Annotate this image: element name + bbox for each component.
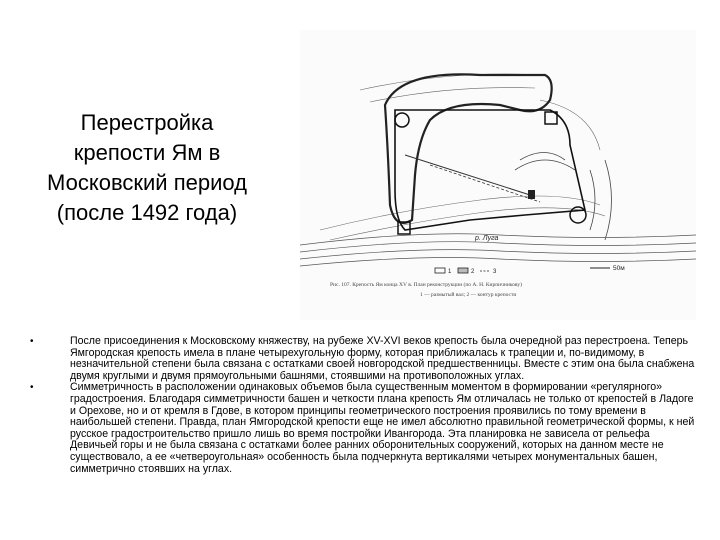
legend-swatch-1 <box>435 268 445 273</box>
figure-caption: Рис. 107. Крепость Ям конца XV в. План реконструкции (по А. Н. Кирпичникову) <box>330 282 522 288</box>
legend-label-2: 2 <box>471 269 475 275</box>
slide-title: Перестройка крепости Ям в Московский период (после 1492 года) <box>47 110 247 225</box>
legend-swatch-2 <box>458 268 468 273</box>
bullet-text: Симметричность в расположении одинаковых объемов была существенным моментом в формировании «регулярного» градостроения. Благодаря симметричности башен и четкости плана крепость Ям отличалась не только от крепостей в Ладоге и Орехове, но и от кремля в Гдове, в котором принципы геометрического построения проявились по тому времени в наибольшей степени. Правда, план Ямгородской крепости еще не имел абсолютно правильной геометрической формы, к ней русское градостроительство пришло лишь во время постройки Ивангорода. Эта планировка не зависела от рельефа Девичьей горы и не была связана с остатками более ранних оборонительных сооружений, которых на данном месте не существовало, а ее «четвероугольная» особенность была подчеркнута вертикалями четырех монументальных башен, симметрично стоявших на углах. <box>70 381 695 475</box>
river-label: р. Луга <box>475 235 499 242</box>
legend-label-1: 1 <box>448 269 452 275</box>
round-tower-se <box>570 207 586 223</box>
fortress-plan-figure <box>300 30 696 320</box>
inner-line <box>405 155 530 195</box>
bullet-marker: • <box>30 336 34 347</box>
rampart-outline <box>385 74 552 222</box>
round-tower-nw <box>395 113 409 127</box>
church-mark <box>528 190 535 199</box>
legend-label-3: 3 <box>493 269 497 275</box>
bullet-marker: • <box>30 382 34 394</box>
fortress-walls <box>395 110 585 230</box>
bullet-item <box>28 336 698 382</box>
fortress-plan-drawing <box>300 30 696 320</box>
bullet-item <box>28 382 698 475</box>
scale-label: 50м <box>613 265 625 272</box>
terrain-hatching <box>320 74 605 240</box>
bullet-list <box>28 336 698 475</box>
figure-caption-line-2: 1 — размытый вал; 2 — контур крепости <box>420 292 517 298</box>
bullet-text: После присоединения к Московскому княжеству, на рубеже XV-XVI веков крепость была очередной раз перестроена. Теперь Ямгородская крепость имела в плане четырехугольную форму, которая приближалась к трапеции и, по-видимому, в незначительной степени была связана с остатками своей новгородской предшественницы. Вместе с этим она была снабжена двумя круглыми и двумя прямоугольными башнями, стоявшими на противоположных углах. <box>70 335 695 382</box>
